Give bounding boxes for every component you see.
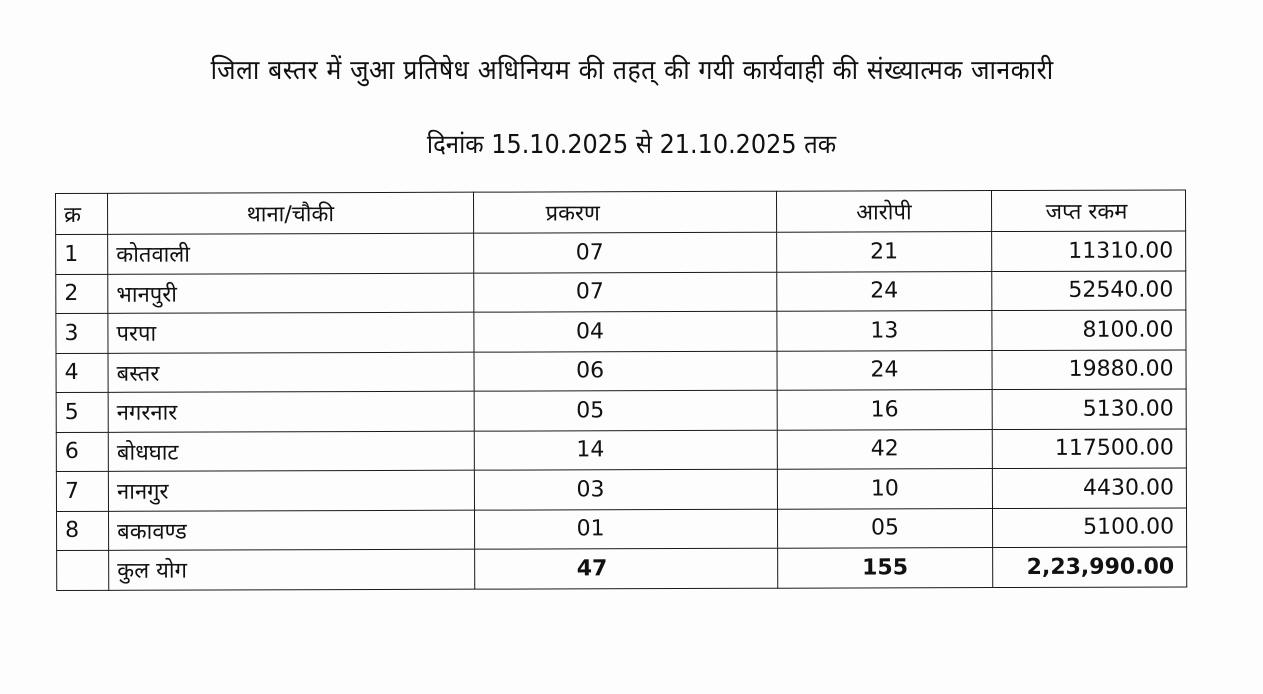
cell-seized-amount: 117500.00 xyxy=(992,428,1186,468)
cell-accused: 05 xyxy=(777,508,992,548)
cell-serial-number: 4 xyxy=(56,353,108,393)
cell-seized-amount: 5100.00 xyxy=(993,507,1187,547)
cell-seized-amount: 11310.00 xyxy=(992,231,1186,271)
cell-serial-number: 3 xyxy=(56,313,108,353)
cell-cases: 05 xyxy=(474,390,777,430)
table-row xyxy=(56,389,1186,432)
cell-serial-number: 6 xyxy=(56,432,108,472)
cell-accused: 13 xyxy=(777,311,992,351)
cell-police-station: बकावण्ड xyxy=(109,510,475,551)
cell-cases: 07 xyxy=(473,232,776,272)
table-row xyxy=(56,310,1186,353)
cell-serial-number: 2 xyxy=(56,274,108,314)
table-row xyxy=(56,428,1186,471)
header-seized-amount: जप्त रकम xyxy=(992,190,1186,232)
cell-police-station: नानगुर xyxy=(108,470,474,511)
gambling-act-action-table xyxy=(55,189,1187,590)
table-row xyxy=(56,231,1186,274)
header-serial-number: क्र xyxy=(56,193,108,234)
header-police-station: थाना/चौकी xyxy=(108,192,474,234)
cell-cases: 14 xyxy=(474,430,777,470)
cell-serial-number: 1 xyxy=(56,234,108,274)
cell-seized-amount: 19880.00 xyxy=(992,349,1186,389)
cell-police-station: परपा xyxy=(108,312,474,353)
cell-accused: 24 xyxy=(777,271,992,311)
cell-accused: 24 xyxy=(777,350,992,390)
cell-police-station: बोधघाट xyxy=(108,431,474,472)
cell-seized-amount: 8100.00 xyxy=(992,310,1186,350)
header-accused: आरोपी xyxy=(776,191,991,233)
cell-cases: 06 xyxy=(474,351,777,391)
table-row xyxy=(56,349,1186,392)
cell-seized-amount: 5130.00 xyxy=(992,389,1186,429)
total-cases: 47 xyxy=(474,548,777,588)
cell-police-station: कोतवाली xyxy=(108,233,474,274)
cell-police-station: बस्तर xyxy=(108,352,474,393)
total-label: कुल योग xyxy=(109,549,475,590)
total-accused: 155 xyxy=(777,548,992,588)
cell-serial-number: 5 xyxy=(56,392,108,432)
cell-serial-number xyxy=(57,550,109,590)
cell-accused: 42 xyxy=(777,429,992,469)
table-header-row xyxy=(56,190,1186,235)
cell-cases: 01 xyxy=(474,509,777,549)
cell-seized-amount: 52540.00 xyxy=(992,270,1186,310)
document-title: जिला बस्तर में जुआ प्रतिषेध अधिनियम की तहत् की गयी कार्यवाही की संख्यात्मक जानकारी xyxy=(210,55,1054,86)
cell-accused: 21 xyxy=(776,232,991,272)
table-row xyxy=(56,468,1186,511)
cell-cases: 07 xyxy=(473,272,776,312)
cell-seized-amount: 4430.00 xyxy=(992,468,1186,508)
cell-cases: 04 xyxy=(473,311,776,351)
total-seized-amount: 2,23,990.00 xyxy=(993,547,1187,587)
header-cases: प्रकरण xyxy=(473,191,776,233)
total-row xyxy=(57,547,1187,590)
cell-accused: 16 xyxy=(777,390,992,430)
table-row xyxy=(56,507,1186,550)
cell-cases: 03 xyxy=(474,469,777,509)
cell-police-station: भानपुरी xyxy=(108,273,474,314)
cell-serial-number: 7 xyxy=(56,471,108,511)
table-row xyxy=(56,270,1186,313)
cell-accused: 10 xyxy=(777,469,992,509)
cell-serial-number: 8 xyxy=(56,511,108,551)
document-date-range: दिनांक 15.10.2025 से 21.10.2025 तक xyxy=(426,130,837,160)
cell-police-station: नगरनार xyxy=(108,391,474,432)
